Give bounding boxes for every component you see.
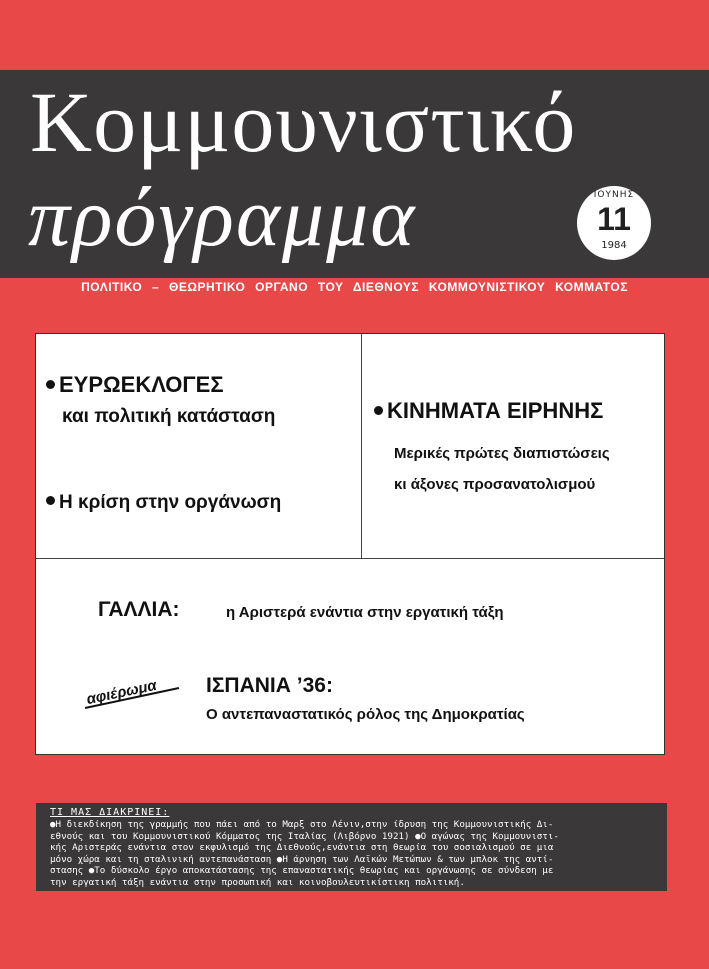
peace-subline-2: κι άξονες προσανατολισμού (394, 476, 596, 493)
headline-euroelections: ΕΥΡΩΕΚΛΟΓΕΣ (46, 372, 224, 398)
france-headline: η Αριστερά ενάντια στην εργατική τάξη (226, 604, 504, 621)
column-divider (361, 334, 362, 558)
dedication-tag: αφιέρωμα (85, 676, 159, 709)
issue-year: 1984 (601, 240, 627, 251)
principles-line: ●Η διεκδίκηση της γραμμής που πάει από το Μαρξ στο Λένιν,στην ίδρυση της Κομμουνιστικής Δι- (50, 819, 554, 830)
magazine-title-line2: πρόγραμμα (28, 171, 417, 264)
france-label: ΓΑΛΛΙΑ: (98, 598, 180, 621)
principles-line: στασης ●Το δύσκολο έργο αποκατάστασης της επαναστατικής θεωρίας και οργάνωσης σε σύνδεση με (50, 865, 554, 877)
issue-month: ΙΟΥΝΗΣ (593, 190, 635, 200)
spain-headline: Ο αντεπαναστατικός ρόλος της Δημοκρατίας (206, 706, 525, 723)
headline-euroelections-sub: και πολιτική κατάσταση (62, 406, 276, 427)
issue-badge (577, 186, 651, 260)
principles-line: εθνούς και του Κομμουνιστικού Κόμματος της Ιταλίας (Λιβόρνο 1921) ●Ο αγώνας της Κομμουνιστι- (50, 830, 559, 842)
bullet-icon (46, 380, 55, 389)
principles-box (36, 803, 667, 891)
headline-peace-movements: ΚΙΝΗΜΑΤΑ ΕΙΡΗΝΗΣ (374, 398, 603, 424)
spain-label: ΙΣΠΑΝΙΑ ’36: (206, 674, 333, 697)
magazine-title-line1: Κομμουνιστικό (30, 74, 577, 170)
principles-heading: ΤΙ ΜΑΣ ΔΙΑΚΡΙΝΕΙ: (50, 807, 170, 818)
issue-number: 11 (597, 201, 631, 237)
section-divider (36, 558, 664, 559)
contents-panel (35, 333, 665, 755)
masthead-subtitle: ΠΟΛΙΤΙΚΟ – ΘΕΩΡΗΤΙΚΟ ΟΡΓΑΝΟ ΤΟΥ ΔΙΕΘΝΟΥΣ ΚΟΜΜΟΥΝΙΣΤΙΚΟΥ ΚΟΜΜΑΤΟΣ (81, 280, 628, 294)
bullet-icon (46, 496, 55, 505)
principles-line: μόνο χώρα και τη σταλινική αντεπανάσταση ●Η άρνηση των Λαϊκών Μετώπων & των μπλοκ της αντί- (50, 853, 554, 865)
principles-line: κής Αριστεράς ενάντια στον εκφυλισμό της Διεθνούς,ενάντια στη θεωρία του σοσιαλισμού σε μια (50, 842, 554, 854)
peace-subline-1: Μερικές πρώτες διαπιστώσεις (394, 445, 610, 462)
headline-organization-crisis: Η κρίση στην οργάνωση (46, 492, 281, 514)
principles-line: την εργατική τάξη ενάντια στην προσωπική και κοινοβουλευτικίστικη πολιτική. (50, 876, 465, 888)
bullet-icon (374, 406, 383, 415)
